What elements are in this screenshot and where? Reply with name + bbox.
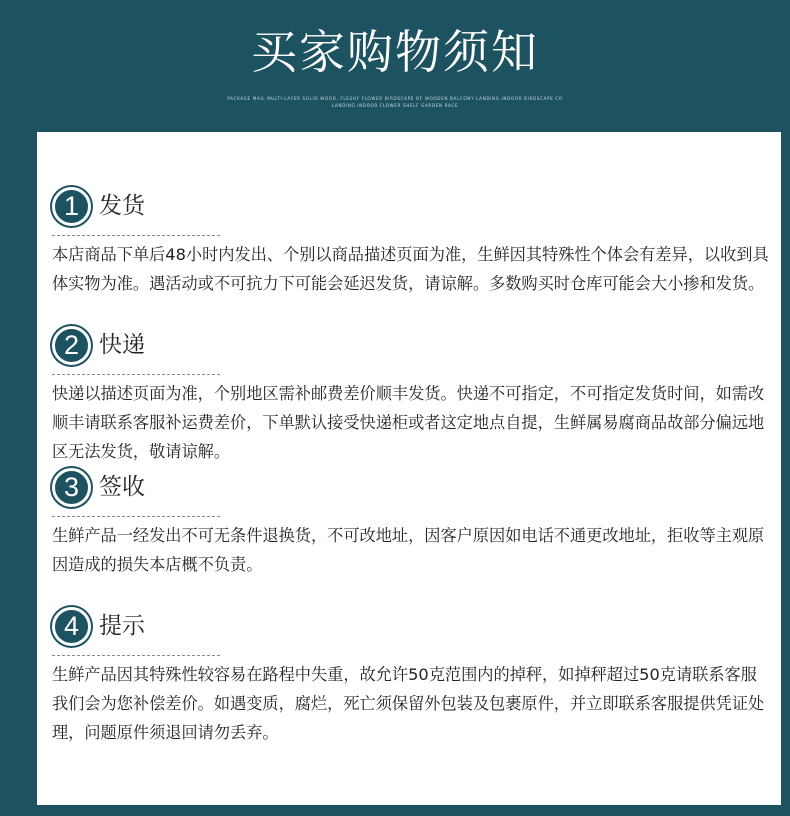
section-header xyxy=(52,187,772,227)
section-title: 发货 xyxy=(99,193,145,219)
section-header xyxy=(52,326,772,366)
page-title: 买家购物须知 xyxy=(251,25,539,79)
section-number-badge: 1 xyxy=(52,187,91,226)
section-tips xyxy=(52,607,772,742)
section-text: 生鲜产品因其特殊性较容易在路程中失重，故允许50克范围内的掉秤，如掉秤超过50克请联系客服我们会为您补偿差价。如遇变质，腐烂，死亡须保留外包装及包裹原件，并立即联系客服提供凭证处理，问题原件须退回请勿丢弃。 xyxy=(52,665,765,742)
section-header xyxy=(52,468,772,508)
section-divider xyxy=(52,235,220,236)
section-text: 生鲜产品一经发出不可无条件退换货，不可改地址，因客户原因如电话不通更改地址，拒收等主观原因造成的损失本店概不负责。 xyxy=(52,526,765,574)
section-title: 快递 xyxy=(99,332,145,358)
section-title: 提示 xyxy=(99,613,145,639)
section-header xyxy=(52,607,772,647)
page-header xyxy=(0,0,790,130)
header-subtitle-line-2: LANDING INDOOR FLOWER SHELF GARDEN RACE xyxy=(331,103,459,108)
section-title: 签收 xyxy=(99,474,145,500)
header-subtitle-line-1: PACKAGE MAIL MULTI-LAYER SOLID WOOD, FLESHY FLOWER BIRDSCAPE OF WOODEN BALCONY LANDING INDOOR BIRDSCAPE CO xyxy=(227,96,563,101)
section-divider xyxy=(52,655,220,656)
section-delivery xyxy=(52,326,772,461)
section-text: 本店商品下单后48小时内发出、个别以商品描述页面为准，生鲜因其特殊性个体会有差异，以收到具体实物为准。遇活动或不可抗力下可能会延迟发货，请谅解。多数购买时仓库可能会大小掺和发货。 xyxy=(52,245,769,293)
section-number-badge: 4 xyxy=(52,607,91,646)
section-number-badge: 3 xyxy=(52,468,91,507)
section-receipt xyxy=(52,468,772,574)
section-divider xyxy=(52,516,220,517)
section-number-badge: 2 xyxy=(52,326,91,365)
notice-panel xyxy=(37,132,781,805)
section-text: 快递以描述页面为准，个别地区需补邮费差价顺丰发货。快递不可指定，不可指定发货时间，如需改顺丰请联系客服补运费差价，下单默认接受快递柜或者这定地点自提，生鲜属易腐商品故部分偏远地区无法发货，敬请谅解。 xyxy=(52,384,765,461)
section-divider xyxy=(52,374,220,375)
section-shipping xyxy=(52,187,772,293)
